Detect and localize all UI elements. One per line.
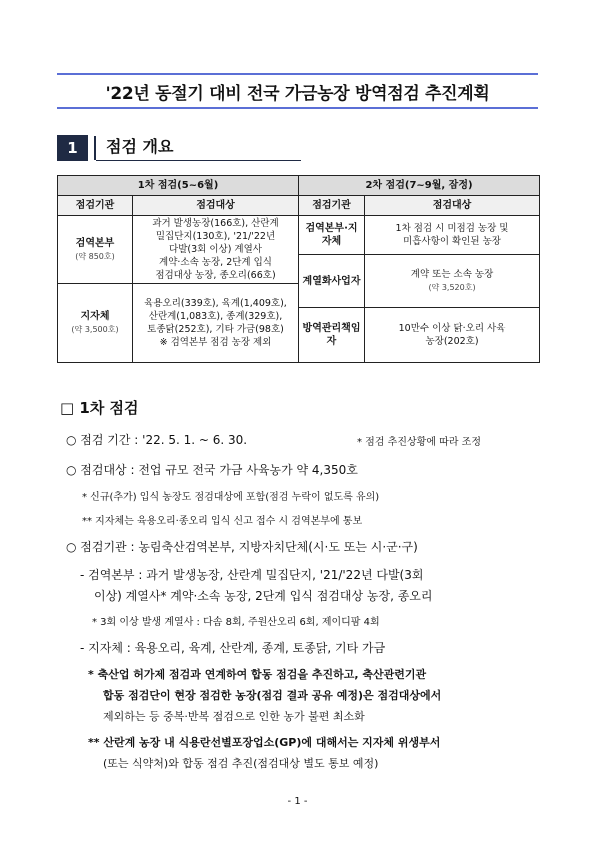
page-number: - 1 - (287, 796, 308, 807)
col-target-1: 점검대상 (133, 196, 299, 216)
phase1-header: 1차 점검(5~6월) (58, 176, 299, 196)
section-underline (96, 160, 301, 161)
right-target-1: 1차 점검 시 미점검 농장 및 미흡사항이 확인된 농장 (365, 216, 540, 255)
period-note: * 점검 추진상황에 따라 조정 (357, 437, 481, 448)
target-line: ○ 점검대상 : 전업 규모 전국 가금 사육농가 약 4,350호 (66, 463, 358, 477)
qia-line-2: 이상) 계열사* 계약·소속 농장, 2단계 입식 점검대상 농장, 종오리 (94, 589, 433, 603)
col-org-2: 점검기관 (299, 196, 365, 216)
section-title: 점검 개요 (106, 137, 174, 156)
right-org-3: 방역관리책임자 (299, 308, 365, 363)
phase1-heading: □ 1차 점검 (60, 399, 139, 417)
left-org-qia: 검역본부 (약 850호) (58, 216, 133, 284)
section-number-badge: 1 (57, 135, 88, 161)
table-header-row (58, 176, 540, 196)
table-row (58, 216, 540, 255)
target-note-1: * 신규(추가) 입식 농장도 점검대상에 포함(점검 누락이 없도록 유의) (82, 492, 380, 503)
title-box (57, 73, 538, 109)
inspection-plan-table (57, 175, 540, 363)
note-a-2: 합동 점검단이 현장 점검한 농장(점검 결과 공유 예정)은 점검대상에서 (103, 689, 442, 702)
period-line: ○ 점검 기간 : '22. 5. 1. ~ 6. 30. (66, 433, 248, 447)
right-org-1: 검역본부·지자체 (299, 216, 365, 255)
right-target-2: 계약 또는 소속 농장 (약 3,520호) (365, 255, 540, 308)
note-a-3: 제외하는 등 중복·반복 점검으로 인한 농가 불편 최소화 (103, 710, 365, 723)
col-target-2: 점검대상 (365, 196, 540, 216)
note-b-2: (또는 식약처)와 합동 점검 추진(점검대상 별도 통보 예정) (103, 757, 379, 770)
note-a-1: * 축산업 허가제 점검과 연계하여 합동 점검을 추진하고, 축산관련기관 (88, 668, 427, 681)
right-org-2: 계열화사업자 (299, 255, 365, 308)
left-target-qia: 과거 발생농장(166호), 산란계 밀집단지(130호), '21/'22년 다발(3회 이상) 계열사 계약·소속 농장, 2단계 입식 점검대상 농장, 종오리(66호) (133, 216, 299, 284)
qia-line-1: - 검역본부 : 과거 발생농장, 산란계 밀집단지, '21/'22년 다발(3회 (80, 568, 424, 582)
table-subheader-row (58, 196, 540, 216)
phase2-header: 2차 점검(7~9월, 잠정) (299, 176, 540, 196)
col-org-1: 점검기관 (58, 196, 133, 216)
document-title: '22년 동절기 대비 전국 가금농장 방역점검 추진계획 (105, 83, 490, 104)
section-separator (94, 136, 96, 160)
local-line: - 지자체 : 육용오리, 육계, 산란계, 종계, 토종닭, 기타 가금 (80, 641, 386, 655)
agency-line: ○ 점검기관 : 농림축산검역본부, 지방자치단체(시·도 또는 시·군·구) (66, 540, 418, 554)
left-target-local: 육용오리(339호), 육계(1,409호), 산란계(1,083호), 종계(329호), 토종닭(252호), 기타 가금(98호) ※ 검역본부 점검 농장 제외 (133, 284, 299, 363)
qia-note: * 3회 이상 발생 계열사 : 다솜 8회, 주원산오리 6회, 제이디팜 4회 (92, 617, 380, 628)
right-target-3: 10만수 이상 닭·오리 사육 농장(202호) (365, 308, 540, 363)
left-org-local: 지자체 (약 3,500호) (58, 284, 133, 363)
note-b-1: ** 산란계 농장 내 식용란선별포장업소(GP)에 대해서는 지자체 위생부서 (88, 736, 441, 749)
target-note-2: ** 지자체는 육용오리·종오리 입식 신고 접수 시 검역본부에 통보 (82, 516, 363, 527)
